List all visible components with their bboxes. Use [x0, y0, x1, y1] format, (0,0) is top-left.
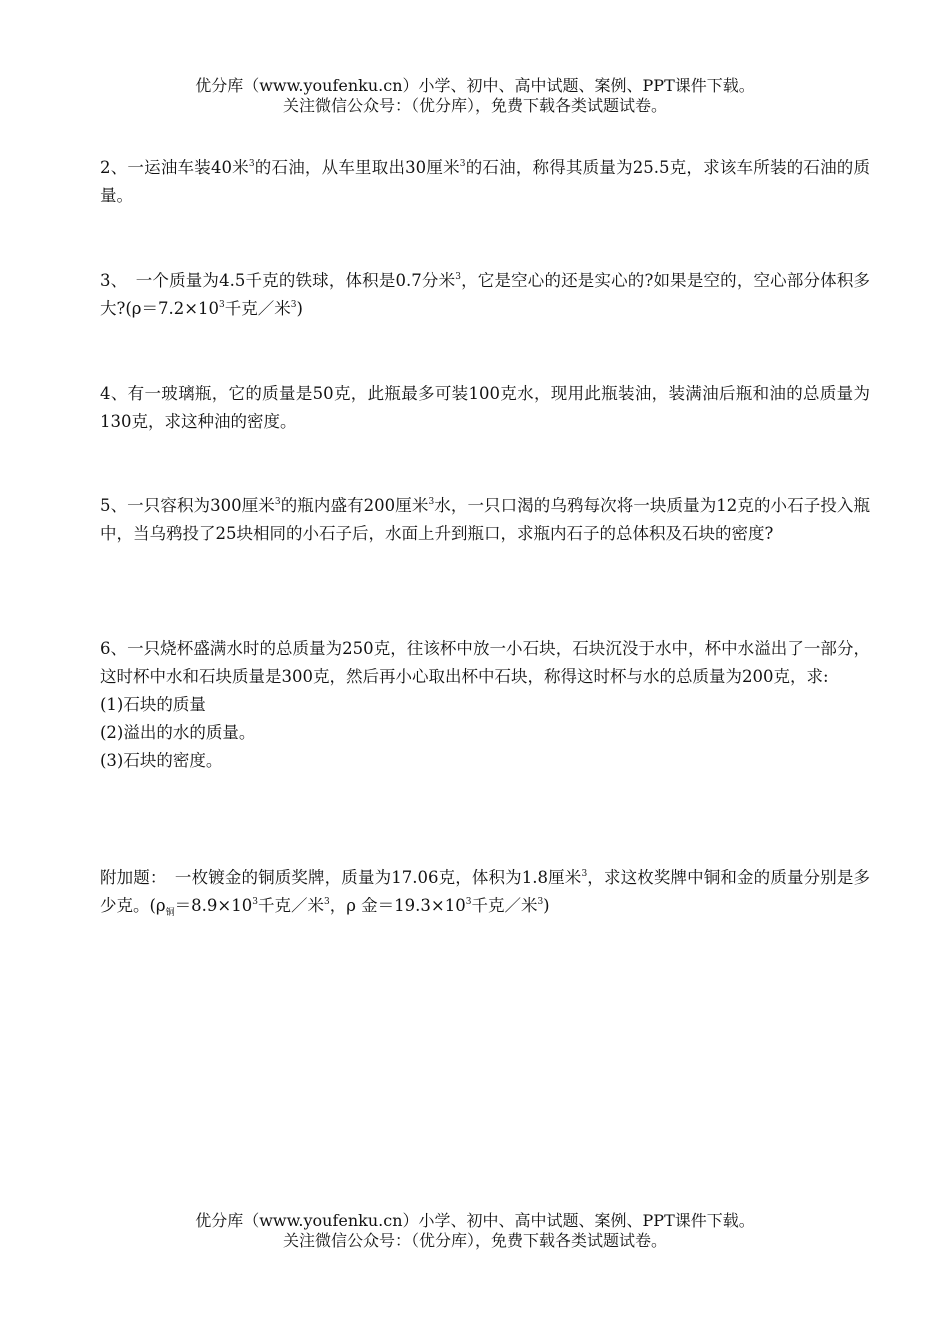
- header-line-1: 优分库（www.youfenku.cn）小学、初中、高中试题、案例、PPT课件下载。: [195, 76, 755, 95]
- question-6-item-3: (3)石块的密度。: [100, 751, 223, 770]
- page-header: [0, 76, 950, 116]
- question-6-intro: 6、一只烧杯盛满水时的总质量为250克，往该杯中放一小石块，石块沉没于水中，杯中水溢出了一部分，这时杯中水和石块质量是300克，然后再小心取出杯中石块，称得这时杯与水的总质量为200克，求:: [100, 639, 870, 686]
- footer-line-2: 关注微信公众号：（优分库），免费下载各类试题试卷。: [282, 1231, 667, 1250]
- question-3: 3、 一个质量为4.5千克的铁球，体积是0.7分米$^3$，它是空心的还是实心的?如果是空的，空心部分体积多大$?(\rho=7.2\times 10^3$千克／米$^3$): [100, 271, 870, 318]
- question-2: 2、一运油车装40米$^3$的石油，从车里取出30厘米$^3$的石油，称得其质量为25.5克，求该车所装的石油的质量。: [100, 158, 870, 205]
- header-line-2: 关注微信公众号：（优分库），免费下载各类试题试卷。: [282, 96, 667, 115]
- question-6-item-1: (1)石块的质量: [100, 695, 206, 714]
- question-4: 4、有一玻璃瓶，它的质量是50克，此瓶最多可装100克水，现用此瓶装油，装满油后瓶和油的总质量为130克，求这种油的密度。: [100, 384, 870, 431]
- question-5: 5、一只容积为300厘米$^3$的瓶内盛有200厘米$^3$水，一只口渴的乌鸦每次将一块质量为12克的小石子投入瓶中，当乌鸦投了25块相同的小石子后，水面上升到瓶口，求瓶内石子的总体积及石块的密度?: [100, 496, 870, 543]
- question-6: [100, 635, 870, 775]
- page-footer: [0, 1211, 950, 1251]
- question-6-item-2: (2)溢出的水的质量。: [100, 723, 256, 742]
- bonus-question: 附加题： 一枚镀金的铜质奖牌，质量为17.06克，体积为1.8厘米$^3$，求这枚奖牌中铜和金的质量分别是多少克。($\rho_铜=8.9\times 10^3$千克／米$^3$，ρ 金$=19.3\times 10^3$千克／米$^3$): [100, 868, 871, 918]
- footer-line-1: 优分库（www.youfenku.cn）小学、初中、高中试题、案例、PPT课件下载。: [195, 1211, 755, 1230]
